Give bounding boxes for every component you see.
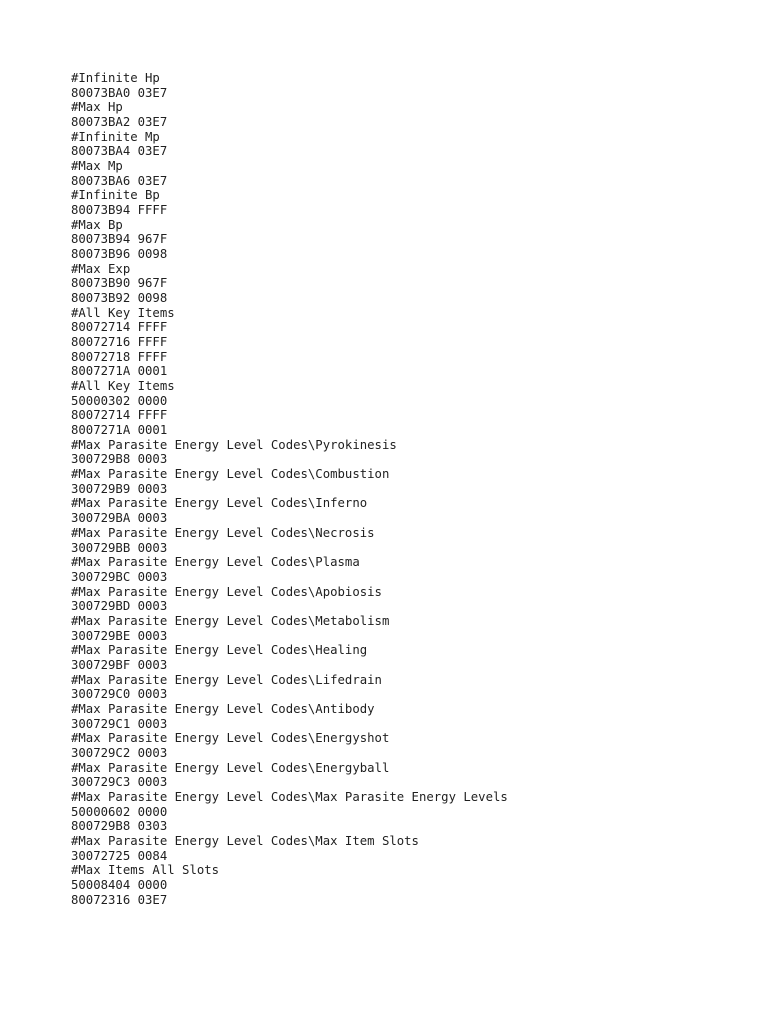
text-line: #Max Parasite Energy Level Codes\Antibody [71,701,375,716]
text-line: 300729B8 0003 [71,452,168,467]
text-line: 80072316 03E7 [71,892,168,907]
text-line: #Max Exp [71,261,131,276]
text-line: #Max Bp [71,217,123,232]
text-line: #All Key Items [71,305,175,320]
text-line: 300729BA 0003 [71,511,168,526]
text-line: 300729C0 0003 [71,687,168,702]
text-line: #Infinite Mp [71,129,160,144]
text-line: 300729BC 0003 [71,569,168,584]
text-line: 80073B94 FFFF [71,203,168,218]
text-line: #Infinite Bp [71,188,160,203]
text-line: 80073B94 967F [71,232,168,247]
text-line: 80073BA4 03E7 [71,144,168,159]
text-line: #Max Parasite Energy Level Codes\Plasma [71,555,360,570]
text-line: 8007271A 0001 [71,364,168,379]
text-line: 80072716 FFFF [71,335,168,350]
text-line: 80073BA0 03E7 [71,85,168,100]
document-body [71,71,751,907]
text-line: 80073BA6 03E7 [71,173,168,188]
text-line: #Max Parasite Energy Level Codes\Pyrokinesis [71,437,397,452]
text-line: 30072725 0084 [71,848,168,863]
text-line: #Max Parasite Energy Level Codes\Apobiosis [71,584,382,599]
text-line: #Infinite Hp [71,71,160,85]
text-line: 300729BB 0003 [71,540,168,555]
text-line: 8007271A 0001 [71,423,168,438]
text-line: #Max Parasite Energy Level Codes\Energyball [71,760,390,775]
text-line: 50008404 0000 [71,877,168,892]
text-line: 300729BF 0003 [71,657,168,672]
text-line: #Max Parasite Energy Level Codes\Inferno [71,496,368,511]
text-line: #Max Parasite Energy Level Codes\Energyshot [71,731,390,746]
text-line: 80072718 FFFF [71,349,168,364]
text-line: #Max Parasite Energy Level Codes\Max Item Slots [71,833,419,848]
text-line: 800729B8 0303 [71,819,168,834]
text-line: #Max Parasite Energy Level Codes\Metabolism [71,613,390,628]
text-line: #Max Parasite Energy Level Codes\Combustion [71,467,390,482]
text-line: 300729B9 0003 [71,481,168,496]
text-line: 50000302 0000 [71,393,168,408]
text-line: #Max Parasite Energy Level Codes\Max Parasite Energy Levels [71,789,508,804]
text-line: #Max Parasite Energy Level Codes\Healing [71,643,368,658]
text-line: #Max Hp [71,100,123,115]
text-line: 300729C1 0003 [71,716,168,731]
text-line: #All Key Items [71,379,175,394]
text-line: 300729C3 0003 [71,775,168,790]
text-line: 80073B90 967F [71,276,168,291]
text-line: 300729BD 0003 [71,599,168,614]
text-line: #Max Items All Slots [71,863,220,878]
text-line: 50000602 0000 [71,804,168,819]
text-line: 80073B92 0098 [71,291,168,306]
text-line: 300729BE 0003 [71,628,168,643]
text-line: #Max Mp [71,159,123,174]
text-line: 80072714 FFFF [71,320,168,335]
text-line: 80073BA2 03E7 [71,115,168,130]
text-line: 80073B96 0098 [71,247,168,262]
text-line: 300729C2 0003 [71,745,168,760]
text-line: #Max Parasite Energy Level Codes\Lifedrain [71,672,382,687]
text-line: #Max Parasite Energy Level Codes\Necrosis [71,525,375,540]
text-line: 80072714 FFFF [71,408,168,423]
